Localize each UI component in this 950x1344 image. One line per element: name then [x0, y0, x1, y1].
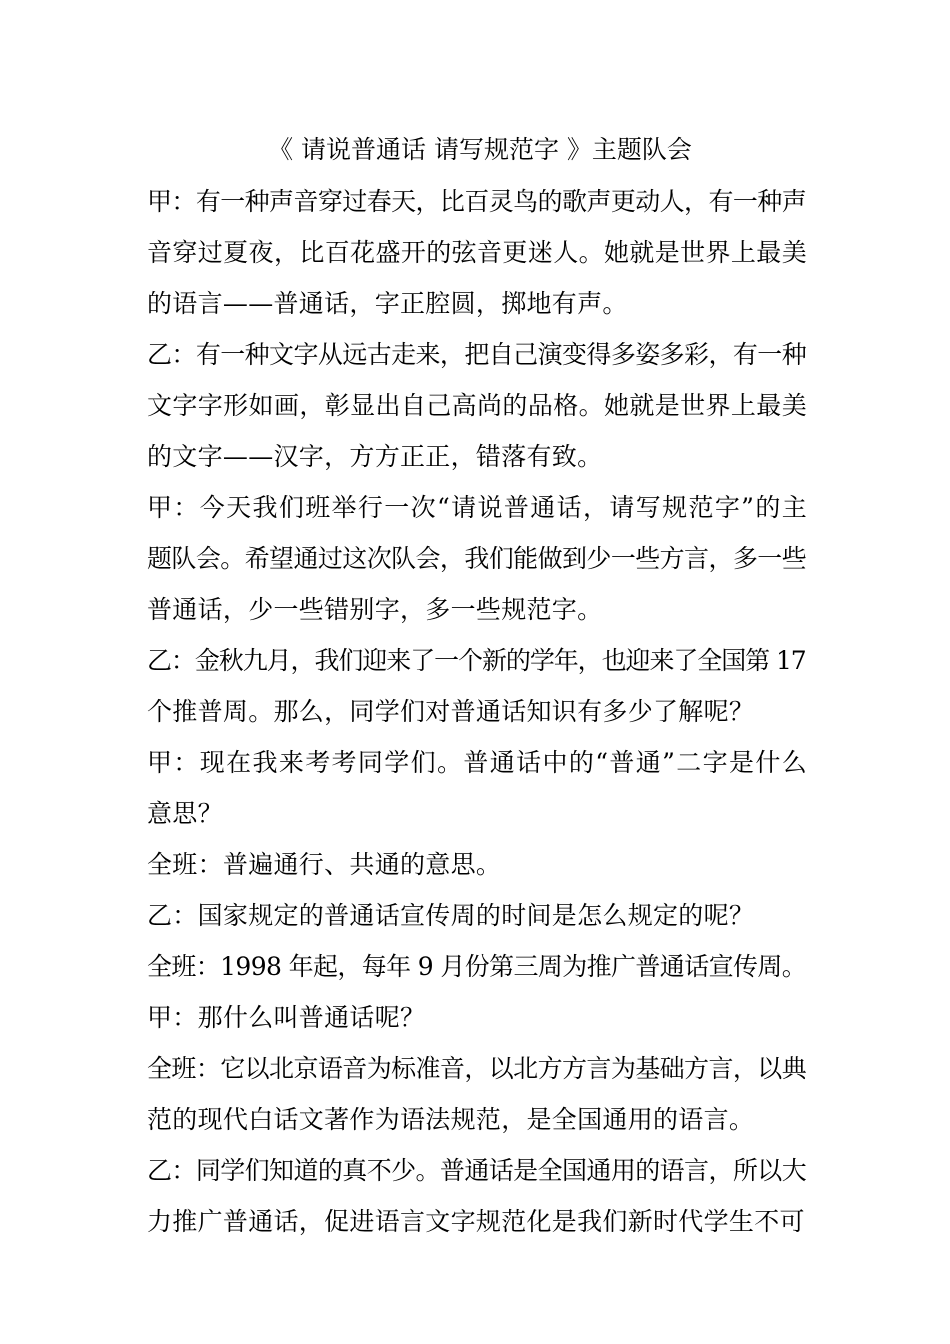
paragraph	[147, 482, 807, 635]
paragraph-line: 普通话，少一些错别字，多一些规范字。	[147, 595, 603, 624]
paragraph-line: 的文字——汉字，方方正正，错落有致。	[147, 442, 603, 471]
paragraph	[147, 1145, 807, 1247]
paragraph-line: 乙：国家规定的普通话宣传周的时间是怎么规定的呢？	[147, 901, 755, 930]
paragraph-line: 力推广普通话，促进语言文字规范化是我们新时代学生不可	[147, 1207, 805, 1236]
paragraph	[147, 941, 807, 992]
paragraph	[147, 737, 807, 839]
document-body	[147, 176, 807, 1247]
paragraph-line: 甲：今天我们班举行一次“请说普通话，请写规范字”的主	[147, 493, 809, 522]
paragraph	[147, 1043, 807, 1145]
paragraph-line: 全班：1998 年起，每年 9 月份第三周为推广普通话宣传周。	[147, 952, 807, 981]
paragraph-line: 全班：普遍通行、共通的意思。	[147, 850, 502, 879]
paragraph-line: 全班：它以北京语音为标准音，以北方方言为基础方言，以典	[147, 1054, 807, 1083]
paragraph-line: 甲：有一种声音穿过春天，比百灵鸟的歌声更动人，有一种声	[147, 187, 807, 216]
paragraph-line: 乙：金秋九月，我们迎来了一个新的学年，也迎来了全国第 17	[147, 646, 806, 675]
paragraph-line: 乙：同学们知道的真不少。普通话是全国通用的语言，所以大	[147, 1156, 807, 1185]
paragraph-line: 意思？	[147, 799, 223, 828]
paragraph-line: 范的现代白话文著作为语法规范，是全国通用的语言。	[147, 1105, 755, 1134]
paragraph	[147, 890, 807, 941]
paragraph-line: 文字字形如画，彰显出自己高尚的品格。她就是世界上最美	[147, 391, 808, 420]
paragraph-line: 甲：现在我来考考同学们。普通话中的“普通”二字是什么	[147, 748, 809, 777]
paragraph-line: 乙：有一种文字从远古走来，把自己演变得多姿多彩，有一种	[147, 340, 807, 369]
paragraph-line: 音穿过夏夜，比百花盛开的弦音更迷人。她就是世界上最美	[147, 238, 808, 267]
paragraph-line: 甲：那什么叫普通话呢？	[147, 1003, 426, 1032]
paragraph	[147, 839, 807, 890]
paragraph	[147, 176, 807, 329]
paragraph	[147, 992, 807, 1043]
document-title: 《 请说普通话 请写规范字 》主题队会	[268, 135, 692, 164]
paragraph-line: 题队会。希望通过这次队会，我们能做到少一些方言，多一些	[147, 544, 807, 573]
paragraph	[147, 635, 807, 737]
paragraph	[147, 329, 807, 482]
paragraph-line: 个推普周。那么，同学们对普通话知识有多少了解呢？	[147, 697, 755, 726]
paragraph-line: 的语言——普通话，字正腔圆，掷地有声。	[147, 289, 628, 318]
